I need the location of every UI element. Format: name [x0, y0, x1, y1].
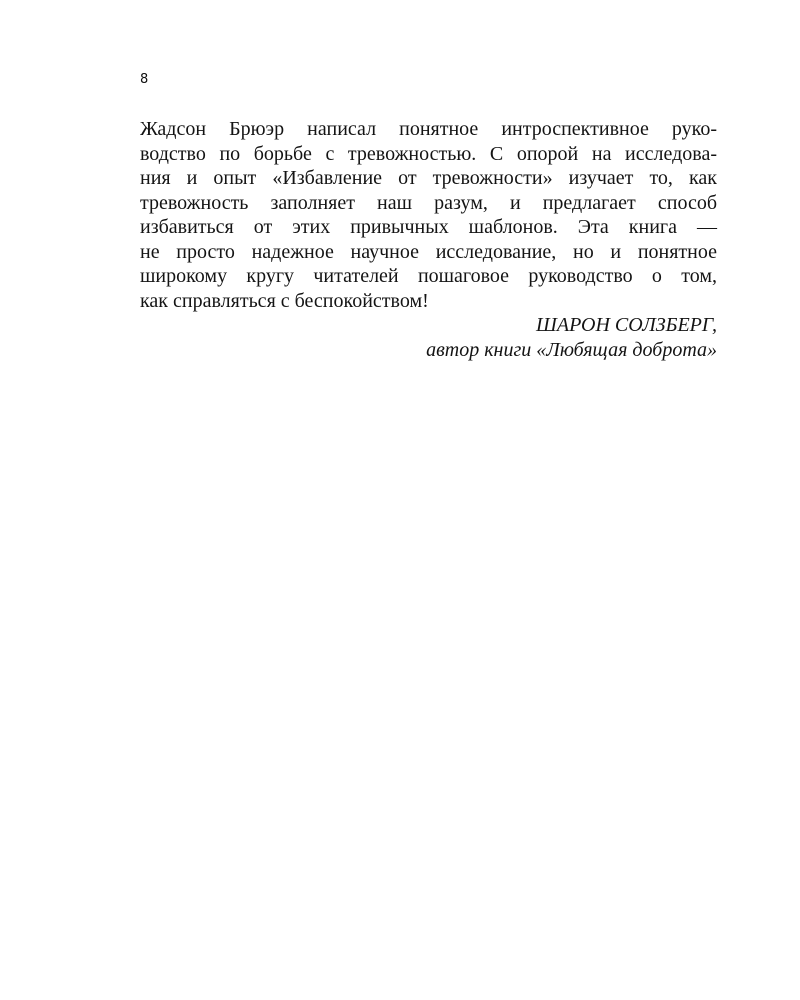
quote-line: Жадсон Брюэр написал понятное интроспективное руко- — [140, 118, 717, 140]
quote-author-name: ШАРОН СОЛЗБЕРГ, — [536, 314, 717, 336]
quote-line: тревожность заполняет наш разум, и предлагает способ — [140, 191, 717, 214]
page-number: 8 — [140, 72, 149, 87]
endorsement-quote — [140, 117, 717, 362]
quote-line: не просто надежное научное исследование, но и понятное — [140, 240, 717, 263]
quote-line: водство по борьбе с тревожностью. С опорой на исследова- — [140, 142, 717, 165]
quote-line: избавиться от этих привычных шаблонов. Эта книга — — [140, 216, 717, 238]
quote-line: ния и опыт «Избавление от тревожности» изучает то, как — [140, 167, 717, 189]
quote-line: широкому кругу читателей пошаговое руководство о том, — [140, 265, 717, 287]
quote-line: как справляться с беспокойством! — [140, 289, 429, 312]
quote-author-credit: автор книги «Любящая доброта» — [426, 338, 717, 361]
